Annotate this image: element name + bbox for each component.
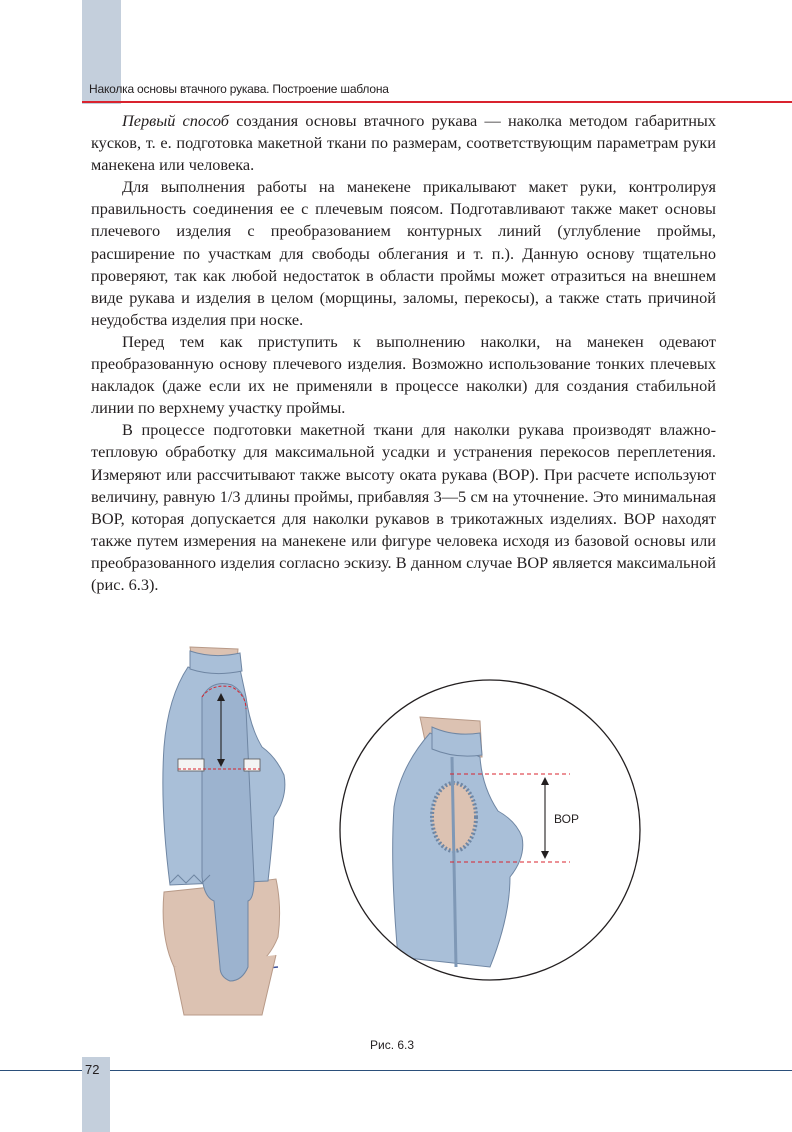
header-rule xyxy=(82,101,792,103)
figure-6-3 xyxy=(150,637,665,1029)
emphasis-first-method: Первый способ xyxy=(122,111,230,130)
mannequin-left xyxy=(163,647,285,1015)
paragraph-1-rest: создания основы втачного рукава — наколка методом габаритных кусков, т. е. подготовка макетной ткани по размерам, соответствующим параметрам руки манекена или человека. xyxy=(91,111,717,175)
figure-caption: Рис. 6.3 xyxy=(370,1038,415,1052)
running-header: Наколка основы втачного рукава. Построение шаблона xyxy=(89,82,389,96)
detail-circle xyxy=(340,680,640,980)
footer-rule xyxy=(0,1070,792,1071)
page-number: 72 xyxy=(85,1062,100,1077)
vor-label: ВОР xyxy=(554,812,579,826)
paragraph-1 xyxy=(91,110,716,176)
body-text xyxy=(91,110,716,596)
paragraph-4: В процессе подготовки макетной ткани для наколки рукава производят влажно-тепловую обработку для максимальной усадки и устранения перекосов переплетения. Измеряют или рассчитывают также высоту оката рукава (ВОР). При расчете используют величину, равную 1/3 длины проймы, прибавляя 3—5 см на уточнение. Это минимальная ВОР, которая допускается для наколки рукавов в трикотажных изделиях. ВОР находят также путем измерения на манекене или фигуре человека исходя из базовой основы или преобразованного изделия согласно эскизу. В данном случае ВОР является максимальной (рис. 6.3). xyxy=(91,420,716,594)
figure-illustration xyxy=(150,637,665,1029)
paragraph-2: Для выполнения работы на манекене прикалывают макет руки, контролируя правильность соединения ее с плечевым поясом. Подготавливают также макет основы плечевого изделия с преобразованием контурных линий (углубление проймы, расширение по участкам для свободы облегания и т. п.). Данную основу тщательно проверяют, так как любой недостаток в области проймы может отразиться на внешнем виде рукава и изделия в целом (морщины, заломы, перекосы), а также стать причиной неудобства изделия при носке. xyxy=(91,177,716,329)
paragraph-3: Перед тем как приступить к выполнению наколки, на манекен одевают преобразованную основу плечевого изделия. Возможно использование тонких плечевых накладок (даже если их не применяли в процессе наколки) для создания стабильной линии по верхнему участку проймы. xyxy=(91,331,716,418)
ruler-left-b xyxy=(244,759,260,771)
